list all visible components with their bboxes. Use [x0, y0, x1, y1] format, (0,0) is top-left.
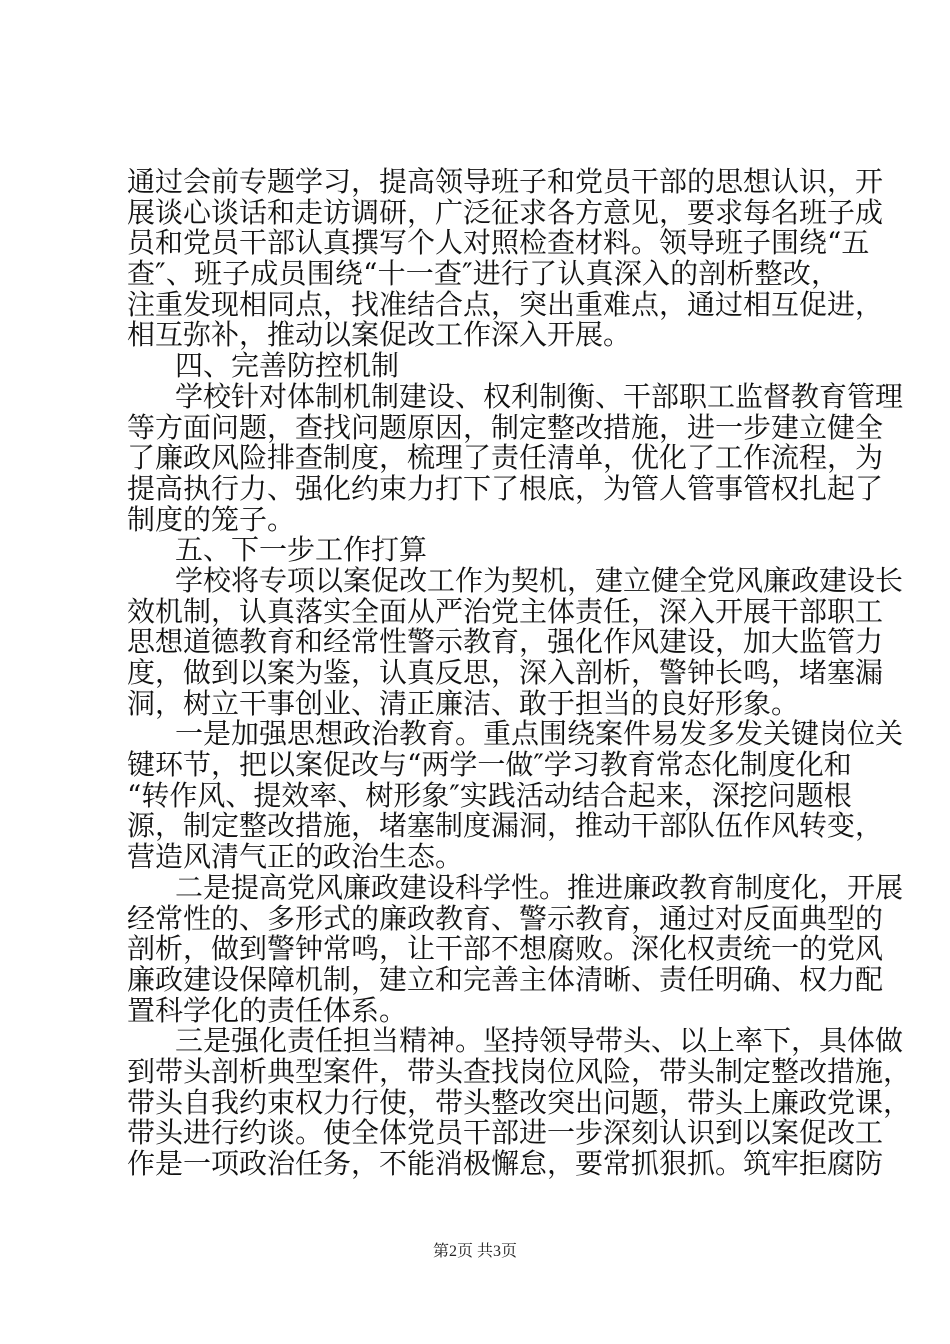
text-line: 了廉政风险排查制度，梳理了责任清单，优化了工作流程，为 — [127, 441, 884, 475]
text-line: 效机制，认真落实全面从严治党主体责任，深入开展干部职工 — [127, 594, 884, 628]
paragraph — [127, 870, 904, 1027]
text-line: 学校将专项以案促改工作为契机，建立健全党风廉政建设长 — [175, 563, 904, 597]
text-line: 思想道德教育和经常性警示教育，强化作风建设，加大监管力 — [127, 625, 884, 659]
paragraph — [127, 717, 904, 874]
paragraph — [127, 379, 904, 536]
text-line: 三是强化责任担当精神。坚持领导带头、以上率下，具体做 — [175, 1024, 904, 1058]
text-line: 一是加强思想政治教育。重点围绕案件易发多发关键岗位关 — [175, 717, 904, 751]
text-line: 置科学化的责任体系。 — [127, 993, 408, 1027]
text-line: 展谈心谈话和走访调研，广泛征求各方意见，要求每名班子成 — [127, 195, 884, 229]
text-line: 键环节，把以案促改与“两学一做″学习教育常态化制度化和 — [127, 748, 852, 782]
text-line: 相互弥补，推动以案促改工作深入开展。 — [127, 318, 632, 352]
text-line: 员和党员干部认真撰写个人对照检查材料。领导班子围绕“五 — [127, 226, 870, 260]
text-line: 廉政建设保障机制，建立和完善主体清晰、责任明确、权力配 — [127, 962, 884, 996]
text-line: 到带头剖析典型案件，带头查找岗位风险，带头制定整改措施， — [127, 1054, 912, 1088]
text-line: 带头进行约谈。使全体党员干部进一步深刻认识到以案促改工 — [127, 1116, 884, 1150]
text-line: 带头自我约束权力行使，带头整改突出问题，带头上廉政党课， — [127, 1085, 912, 1119]
section-heading — [127, 535, 839, 566]
text-line: 营造风清气正的政治生态。 — [127, 840, 464, 874]
text-line: 等方面问题，查找问题原因，制定整改措施，进一步建立健全 — [127, 410, 884, 444]
text-line: 查″、班子成员围绕“十一查″进行了认真深入的剖析整改， — [127, 257, 839, 291]
text-line: 二是提高党风廉政建设科学性。推进廉政教育制度化，开展 — [175, 870, 904, 904]
text-line: 五、下一步工作打算 — [175, 533, 428, 567]
text-line: “转作风、提效率、树形象″实践活动结合起来，深挖问题根 — [127, 778, 852, 812]
text-line: 经常性的、多形式的廉政教育、警示教育，通过对反面典型的 — [127, 901, 884, 935]
document-body — [127, 165, 912, 1180]
paragraph — [127, 563, 904, 720]
text-line: 剖析，做到警钟常鸣，让干部不想腐败。深化权责统一的党风 — [127, 932, 884, 966]
paragraph — [127, 165, 884, 352]
text-line: 提高执行力、强化约束力打下了根底，为管人管事管权扎起了 — [127, 471, 884, 505]
text-line: 注重发现相同点，找准结合点，突出重难点，通过相互促进， — [127, 287, 884, 321]
section-heading — [127, 351, 839, 382]
text-line: 通过会前专题学习，提高领导班子和党员干部的思想认识，开 — [127, 165, 884, 198]
text-line: 制度的笼子。 — [127, 502, 296, 536]
text-line: 洞，树立干事创业、清正廉洁、敢于担当的良好形象。 — [127, 686, 800, 720]
text-line: 学校针对体制机制建设、权利制衡、干部职工监督教育管理 — [175, 379, 904, 413]
text-line: 度，做到以案为鉴，认真反思，深入剖析，警钟长鸣，堵塞漏 — [127, 656, 884, 689]
text-line: 四、完善防控机制 — [175, 349, 400, 383]
page-footer: 第2页 共3页 — [432, 1243, 517, 1260]
paragraph — [127, 1024, 912, 1180]
text-line: 源，制定整改措施，堵塞制度漏洞，推动干部队伍作风转变， — [127, 809, 884, 843]
text-line: 作是一项政治任务，不能消极懈怠，要常抓狠抓。筑牢拒腐防 — [127, 1147, 884, 1180]
